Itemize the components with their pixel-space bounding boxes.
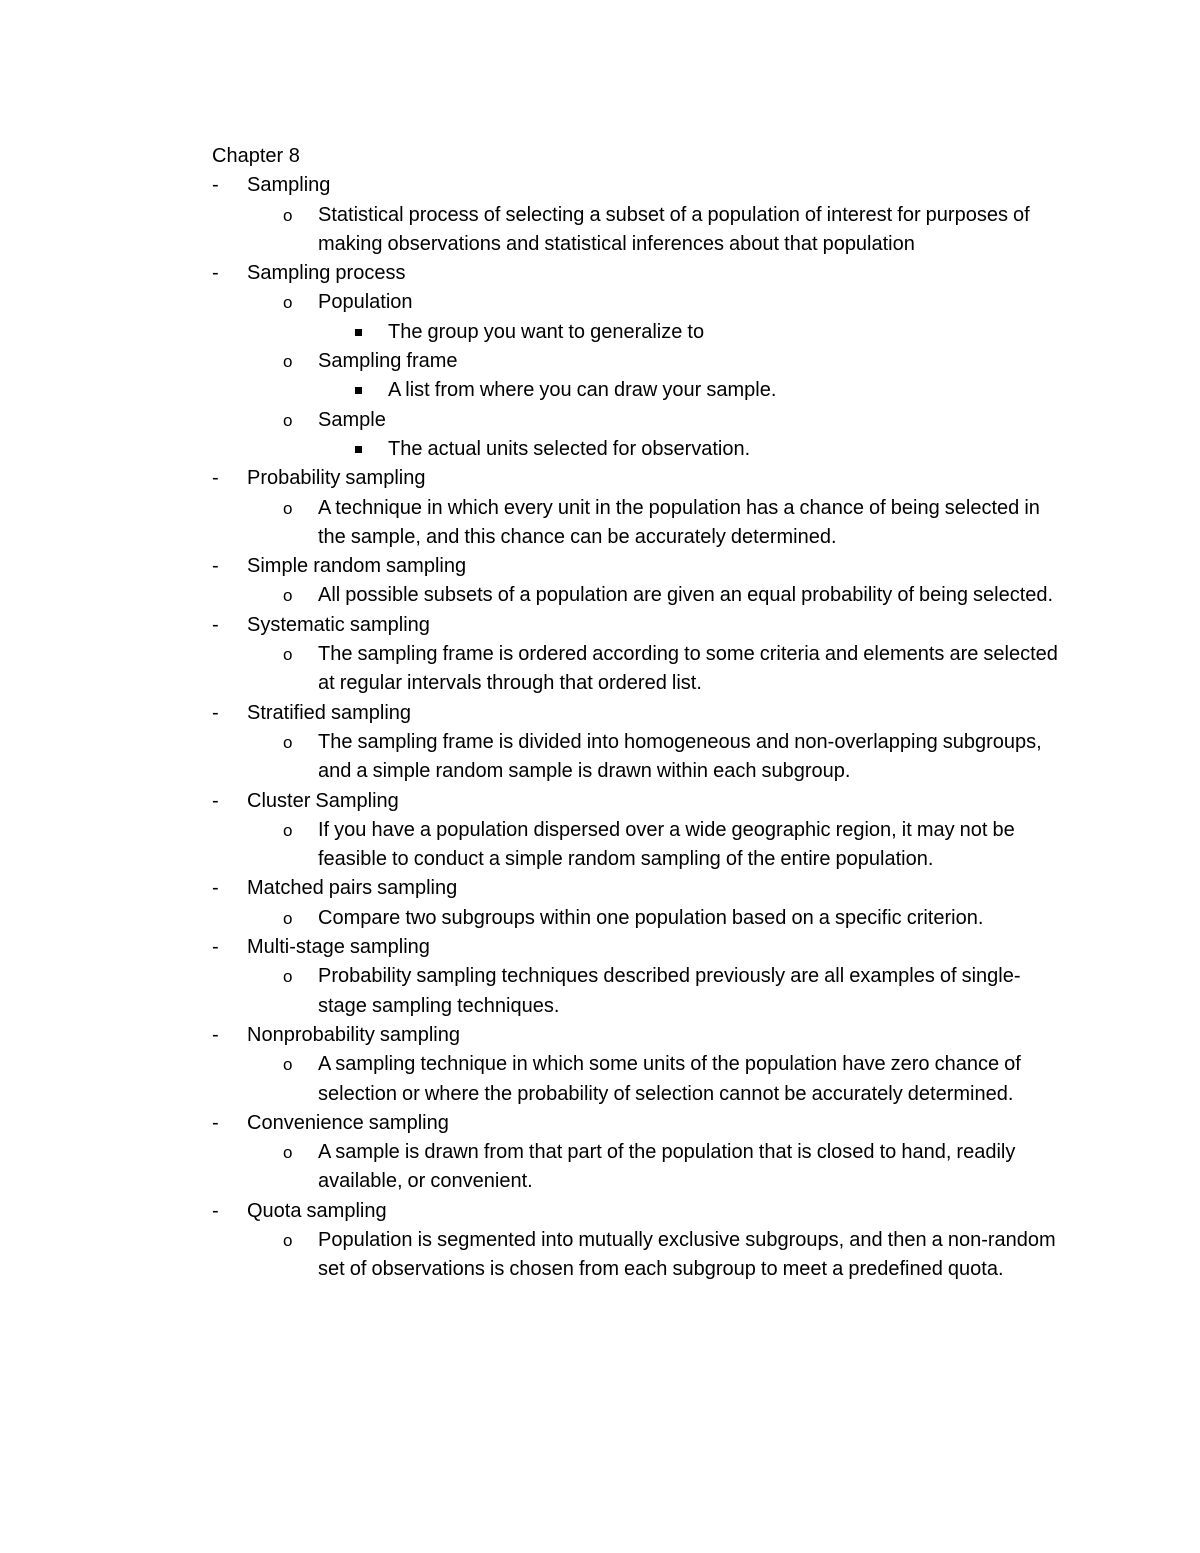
list-item xyxy=(212,288,1092,317)
section-heading xyxy=(212,1197,1092,1226)
section-heading xyxy=(212,259,1092,288)
section-heading xyxy=(212,552,1092,581)
dash-bullet: - xyxy=(212,701,219,724)
dash-bullet: - xyxy=(212,1023,219,1046)
dash-bullet: - xyxy=(212,613,219,636)
circle-bullet: o xyxy=(283,1230,293,1250)
sub-list-item-text: The actual units selected for observation. xyxy=(388,437,751,460)
list-item-text: The sampling frame is ordered according to some criteria and elements are selected at regular intervals through that ordered list. xyxy=(318,643,1058,695)
sub-list-item-text: The group you want to generalize to xyxy=(388,320,705,343)
dash-bullet: - xyxy=(212,936,219,959)
list-item-text: Compare two subgroups within one population based on a specific criterion. xyxy=(318,906,984,929)
circle-bullet: o xyxy=(283,293,293,313)
square-bullet-shape xyxy=(355,446,362,453)
list-item-text: A sampling technique in which some units of the population have zero chance of selection or where the probability of selection cannot be accurately determined. xyxy=(318,1053,1021,1105)
list-item xyxy=(212,406,1092,435)
list-item-text: Statistical process of selecting a subset of a population of interest for purposes of making observations and statistical inferences about that population xyxy=(318,203,1030,255)
dash-bullet: - xyxy=(212,467,219,490)
dash-bullet: - xyxy=(212,174,219,197)
square-bullet-shape xyxy=(355,329,362,336)
list-item xyxy=(212,962,1092,1021)
list-item-text: All possible subsets of a population are given an equal probability of being selected. xyxy=(318,584,1054,607)
dash-bullet: - xyxy=(212,262,219,285)
list-item-text: A technique in which every unit in the population has a chance of being selected in the sample, and this chance can be accurately determined. xyxy=(318,496,1040,548)
section-heading-text: Matched pairs sampling xyxy=(247,877,458,900)
circle-bullet: o xyxy=(283,967,293,987)
section-heading-text: Sampling xyxy=(247,174,331,197)
dash-bullet: - xyxy=(212,789,219,812)
outline-list xyxy=(212,171,1092,1284)
list-item-text: A sample is drawn from that part of the population that is closed to hand, readily available, or convenient. xyxy=(318,1141,1016,1193)
section-heading xyxy=(212,464,1092,493)
circle-bullet: o xyxy=(283,1055,293,1075)
list-item-text: If you have a population dispersed over a wide geographic region, it may not be feasible to conduct a simple random sampling of the entire population. xyxy=(318,818,1015,871)
list-item xyxy=(212,816,1092,875)
section-heading-text: Systematic sampling xyxy=(247,613,430,636)
section-heading-text: Quota sampling xyxy=(247,1199,387,1222)
section-heading-text: Simple random sampling xyxy=(247,555,467,578)
circle-bullet: o xyxy=(283,498,293,518)
list-item-text: Sample xyxy=(318,408,386,431)
section-heading-text: Cluster Sampling xyxy=(247,789,399,812)
sub-list-item xyxy=(212,318,1092,347)
section-heading-text: Stratified sampling xyxy=(247,701,412,724)
dash-bullet: - xyxy=(212,555,219,578)
section-heading xyxy=(212,1021,1092,1050)
section-heading-text: Sampling process xyxy=(247,262,406,285)
section-heading xyxy=(212,933,1092,962)
sub-list-item-text: A list from where you can draw your sample. xyxy=(388,379,777,402)
list-item xyxy=(212,1138,1092,1197)
list-item xyxy=(212,347,1092,376)
section-heading xyxy=(212,1109,1092,1138)
section-heading-text: Multi-stage sampling xyxy=(247,936,430,959)
circle-bullet: o xyxy=(283,645,293,665)
list-item xyxy=(212,640,1092,699)
list-item xyxy=(212,581,1092,610)
circle-bullet: o xyxy=(283,410,293,430)
circle-bullet: o xyxy=(283,908,293,928)
circle-bullet: o xyxy=(283,820,293,840)
list-item xyxy=(212,201,1092,260)
dash-bullet: - xyxy=(212,1199,219,1222)
dash-bullet: - xyxy=(212,1111,219,1134)
section-heading-text: Probability sampling xyxy=(247,467,426,490)
section-heading xyxy=(212,874,1092,903)
section-heading xyxy=(212,787,1092,816)
list-item-text: The sampling frame is divided into homogeneous and non-overlapping subgroups, and a simple random sample is drawn within each subgroup. xyxy=(318,730,1042,783)
section-heading xyxy=(212,699,1092,728)
list-item xyxy=(212,494,1092,553)
section-heading xyxy=(212,171,1092,200)
list-item xyxy=(212,904,1092,933)
sub-list-item xyxy=(212,435,1092,464)
circle-bullet: o xyxy=(283,352,293,372)
section-heading xyxy=(212,611,1092,640)
circle-bullet: o xyxy=(283,1143,293,1163)
circle-bullet: o xyxy=(283,586,293,606)
list-item xyxy=(212,728,1092,787)
list-item-text: Population xyxy=(318,291,413,314)
section-heading-text: Convenience sampling xyxy=(247,1111,449,1134)
list-item-text: Probability sampling techniques described previously are all examples of single-stage sampling techniques. xyxy=(318,965,1021,1017)
dash-bullet: - xyxy=(212,877,219,900)
list-item xyxy=(212,1226,1092,1285)
circle-bullet: o xyxy=(283,205,293,225)
square-bullet-shape xyxy=(355,387,362,394)
section-heading-text: Nonprobability sampling xyxy=(247,1023,460,1046)
circle-bullet: o xyxy=(283,732,293,752)
list-item-text: Sampling frame xyxy=(318,350,458,373)
document-body xyxy=(212,142,1092,1285)
list-item xyxy=(212,1050,1092,1109)
page-title: Chapter 8 xyxy=(212,145,300,167)
sub-list-item xyxy=(212,376,1092,405)
list-item-text: Population is segmented into mutually exclusive subgroups, and then a non-random set of observations is chosen from each subgroup to meet a predefined quota. xyxy=(318,1228,1056,1281)
